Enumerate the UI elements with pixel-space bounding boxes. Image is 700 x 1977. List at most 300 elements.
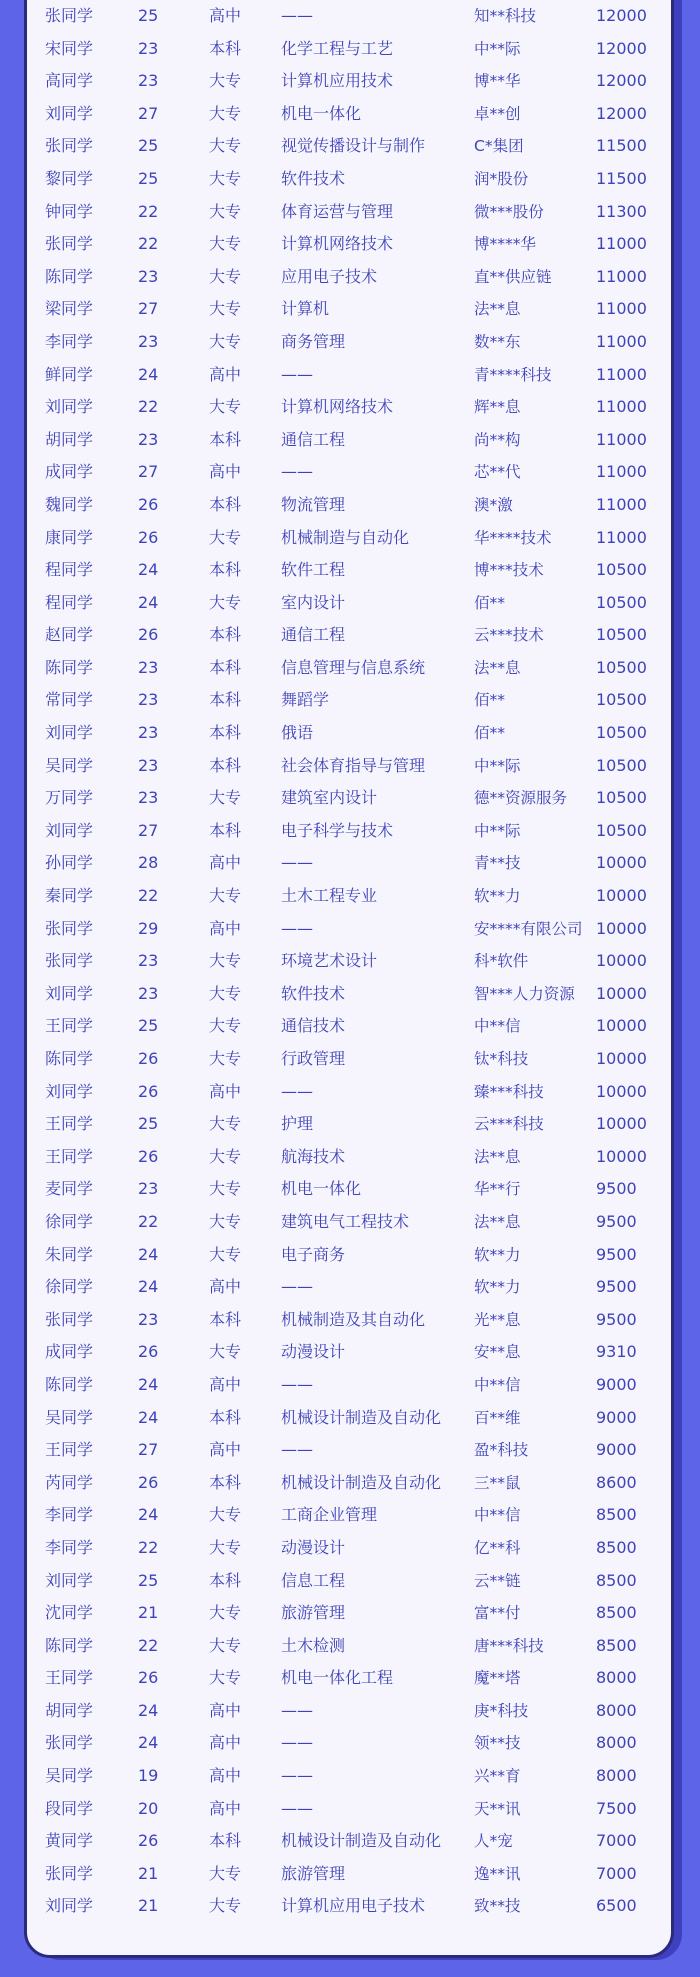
company-cell: C*集团 xyxy=(474,137,524,156)
education-cell: 本科 xyxy=(209,625,242,645)
major-cell: 计算机网络技术 xyxy=(281,397,394,417)
table-row xyxy=(0,1434,700,1467)
company-cell: 钛*科技 xyxy=(474,1050,529,1068)
salary-cell: 10000 xyxy=(596,853,647,873)
salary-cell: 11000 xyxy=(596,397,647,417)
company-cell: 尚**构 xyxy=(474,430,521,449)
salary-cell: 8000 xyxy=(596,1733,637,1753)
salary-cell: 9500 xyxy=(596,1277,637,1297)
salary-cell: 8000 xyxy=(596,1766,637,1786)
table-row xyxy=(0,261,700,294)
major-cell: 土木检测 xyxy=(281,1635,346,1655)
education-cell: 大专 xyxy=(209,168,242,188)
major-cell: —— xyxy=(281,1374,313,1394)
salary-cell: 8600 xyxy=(596,1472,637,1492)
education-cell: 大专 xyxy=(209,397,242,417)
age-cell: 23 xyxy=(138,755,159,775)
salary-cell: 7500 xyxy=(596,1798,637,1818)
education-cell: 高中 xyxy=(209,1700,242,1720)
major-cell: —— xyxy=(281,1766,313,1786)
education-cell: 高中 xyxy=(209,462,242,482)
education-cell: 本科 xyxy=(209,657,242,677)
education-cell: 高中 xyxy=(209,1733,242,1753)
table-row xyxy=(0,1727,700,1760)
major-cell: 软件技术 xyxy=(281,168,346,188)
age-cell: 24 xyxy=(138,364,159,384)
name-cell: 胡同学 xyxy=(45,429,94,449)
education-cell: 本科 xyxy=(209,723,242,743)
name-cell: 黄同学 xyxy=(45,1831,94,1851)
education-cell: 大专 xyxy=(209,71,242,91)
age-cell: 20 xyxy=(138,1798,159,1818)
table-row xyxy=(0,1108,700,1141)
table-row xyxy=(0,880,700,913)
education-cell: 大专 xyxy=(209,331,242,351)
company-cell: 领**技 xyxy=(474,1734,521,1753)
salary-cell: 11500 xyxy=(596,136,647,156)
company-cell: 软**力 xyxy=(474,1278,521,1297)
major-cell: —— xyxy=(281,6,313,25)
name-cell: 张同学 xyxy=(45,234,94,254)
major-cell: 物流管理 xyxy=(281,494,346,514)
name-cell: 陈同学 xyxy=(45,1635,94,1655)
salary-cell: 10500 xyxy=(596,723,647,743)
name-cell: 王同学 xyxy=(45,1016,94,1036)
major-cell: 计算机 xyxy=(281,299,330,319)
education-cell: 高中 xyxy=(209,1798,242,1818)
name-cell: 万同学 xyxy=(45,788,94,808)
education-cell: 大专 xyxy=(209,1342,242,1362)
age-cell: 23 xyxy=(138,429,159,449)
education-cell: 大专 xyxy=(209,1244,242,1264)
table-row xyxy=(0,717,700,750)
major-cell: 航海技术 xyxy=(281,1146,346,1166)
table-row xyxy=(0,1565,700,1598)
education-cell: 大专 xyxy=(209,1668,242,1688)
age-cell: 22 xyxy=(138,234,159,254)
major-cell: 机械制造及其自动化 xyxy=(281,1309,426,1329)
table-row xyxy=(0,1369,700,1402)
major-cell: 建筑电气工程技术 xyxy=(281,1211,410,1231)
table-row xyxy=(0,359,700,392)
age-cell: 23 xyxy=(138,331,159,351)
education-cell: 大专 xyxy=(209,886,242,906)
company-cell: 博****华 xyxy=(474,235,537,254)
education-cell: 大专 xyxy=(209,1603,242,1623)
company-cell: 华**行 xyxy=(474,1180,521,1199)
table-row xyxy=(0,554,700,587)
name-cell: 高同学 xyxy=(45,71,94,91)
age-cell: 24 xyxy=(138,1700,159,1720)
age-cell: 25 xyxy=(138,1114,159,1134)
name-cell: 陈同学 xyxy=(45,1049,94,1068)
salary-cell: 11000 xyxy=(596,462,647,482)
major-cell: —— xyxy=(281,1081,313,1101)
company-cell: 光**息 xyxy=(474,1310,521,1329)
major-cell: 软件工程 xyxy=(281,560,346,580)
name-cell: 张同学 xyxy=(45,1863,94,1883)
name-cell: 鲜同学 xyxy=(45,364,94,384)
salary-cell: 8500 xyxy=(596,1505,637,1525)
major-cell: 应用电子技术 xyxy=(281,266,378,286)
salary-cell: 12000 xyxy=(596,6,647,25)
name-cell: 陈同学 xyxy=(45,657,94,677)
salary-cell: 11000 xyxy=(596,494,647,514)
name-cell: 吴同学 xyxy=(45,1407,94,1427)
table-row xyxy=(0,0,700,33)
salary-cell: 10500 xyxy=(596,657,647,677)
company-cell: 软**力 xyxy=(474,1245,521,1264)
major-cell: 俄语 xyxy=(281,723,314,743)
name-cell: 宋同学 xyxy=(45,38,94,58)
company-cell: 微***股份 xyxy=(474,202,544,221)
major-cell: 电子科学与技术 xyxy=(281,820,394,840)
name-cell: 赵同学 xyxy=(45,625,94,645)
education-cell: 高中 xyxy=(209,364,242,384)
age-cell: 23 xyxy=(138,657,159,677)
age-cell: 23 xyxy=(138,983,159,1003)
company-cell: 逸**讯 xyxy=(474,1864,521,1883)
age-cell: 26 xyxy=(138,1146,159,1166)
age-cell: 25 xyxy=(138,1570,159,1590)
major-cell: 通信工程 xyxy=(281,429,346,449)
education-cell: 大专 xyxy=(209,1537,242,1557)
company-cell: 佰** xyxy=(474,724,506,743)
table-row xyxy=(0,1890,700,1923)
company-cell: 安**息 xyxy=(474,1343,521,1362)
company-cell: 法**息 xyxy=(474,300,521,319)
education-cell: 大专 xyxy=(209,1016,242,1036)
major-cell: 通信技术 xyxy=(281,1016,346,1036)
education-cell: 本科 xyxy=(209,1831,242,1851)
name-cell: 胡同学 xyxy=(45,1700,94,1720)
table-row xyxy=(0,1597,700,1630)
age-cell: 29 xyxy=(138,918,159,938)
name-cell: 陈同学 xyxy=(45,266,94,286)
age-cell: 24 xyxy=(138,1407,159,1427)
table-row xyxy=(0,1662,700,1695)
name-cell: 张同学 xyxy=(45,1309,94,1329)
table-row xyxy=(0,815,700,848)
name-cell: 麦同学 xyxy=(45,1179,94,1199)
table-row xyxy=(0,293,700,326)
age-cell: 28 xyxy=(138,853,159,873)
table-row xyxy=(0,1336,700,1369)
table-row xyxy=(0,913,700,946)
table-row xyxy=(0,196,700,229)
salary-cell: 11000 xyxy=(596,331,647,351)
age-cell: 23 xyxy=(138,1309,159,1329)
table-row xyxy=(0,782,700,815)
age-cell: 26 xyxy=(138,1668,159,1688)
major-cell: 护理 xyxy=(281,1114,314,1134)
table-row xyxy=(0,1043,700,1076)
company-cell: 法**息 xyxy=(474,1212,521,1231)
company-cell: 中**信 xyxy=(474,1375,521,1394)
age-cell: 26 xyxy=(138,1342,159,1362)
major-cell: 土木工程专业 xyxy=(281,886,378,906)
age-cell: 25 xyxy=(138,6,159,25)
salary-cell: 8000 xyxy=(596,1700,637,1720)
table-row xyxy=(0,163,700,196)
major-cell: 商务管理 xyxy=(281,331,346,351)
name-cell: 吴同学 xyxy=(45,755,94,775)
salary-cell: 9500 xyxy=(596,1179,637,1199)
education-cell: 高中 xyxy=(209,1081,242,1101)
age-cell: 24 xyxy=(138,592,159,612)
table-row xyxy=(0,1076,700,1109)
age-cell: 19 xyxy=(138,1766,159,1786)
salary-cell: 9500 xyxy=(596,1211,637,1231)
name-cell: 张同学 xyxy=(45,918,94,938)
salary-cell: 10500 xyxy=(596,690,647,710)
table-row xyxy=(0,1467,700,1500)
major-cell: 视觉传播设计与制作 xyxy=(281,136,426,156)
salary-cell: 9310 xyxy=(596,1342,637,1362)
company-cell: 魔**塔 xyxy=(474,1669,521,1688)
name-cell: 张同学 xyxy=(45,136,94,156)
major-cell: —— xyxy=(281,364,313,384)
table-row xyxy=(0,1239,700,1272)
age-cell: 26 xyxy=(138,625,159,645)
age-cell: 22 xyxy=(138,397,159,417)
company-cell: 致**技 xyxy=(474,1897,521,1916)
company-cell: 云**链 xyxy=(474,1571,521,1590)
education-cell: 高中 xyxy=(209,6,242,25)
age-cell: 22 xyxy=(138,1211,159,1231)
major-cell: 建筑室内设计 xyxy=(281,788,378,808)
age-cell: 26 xyxy=(138,494,159,514)
name-cell: 张同学 xyxy=(45,951,94,971)
major-cell: 机械制造与自动化 xyxy=(281,527,410,547)
table-row xyxy=(0,98,700,131)
major-cell: 计算机网络技术 xyxy=(281,234,394,254)
company-cell: 三**鼠 xyxy=(474,1473,521,1492)
company-cell: 科*软件 xyxy=(474,952,529,971)
name-cell: 朱同学 xyxy=(45,1244,94,1264)
education-cell: 本科 xyxy=(209,1472,242,1492)
age-cell: 24 xyxy=(138,1733,159,1753)
name-cell: 芮同学 xyxy=(45,1472,94,1492)
salary-cell: 10000 xyxy=(596,1016,647,1036)
education-cell: 大专 xyxy=(209,1114,242,1134)
education-cell: 本科 xyxy=(209,755,242,775)
company-cell: 数**东 xyxy=(474,332,521,351)
company-cell: 芯**代 xyxy=(474,463,521,482)
education-cell: 大专 xyxy=(209,592,242,612)
table-row xyxy=(0,1304,700,1337)
education-cell: 大专 xyxy=(209,136,242,156)
age-cell: 22 xyxy=(138,886,159,906)
major-cell: 旅游管理 xyxy=(281,1863,346,1883)
major-cell: —— xyxy=(281,918,313,938)
name-cell: 王同学 xyxy=(45,1146,94,1166)
company-cell: 中**际 xyxy=(474,821,521,840)
company-cell: 中**信 xyxy=(474,1017,521,1036)
age-cell: 23 xyxy=(138,690,159,710)
company-cell: 臻***科技 xyxy=(474,1082,544,1101)
name-cell: 刘同学 xyxy=(45,1570,94,1590)
name-cell: 沈同学 xyxy=(45,1603,94,1623)
table-row xyxy=(0,326,700,359)
name-cell: 李同学 xyxy=(45,331,94,351)
major-cell: 信息工程 xyxy=(281,1570,346,1590)
education-cell: 大专 xyxy=(209,1179,242,1199)
major-cell: 计算机应用电子技术 xyxy=(281,1896,426,1916)
name-cell: 刘同学 xyxy=(45,983,94,1003)
major-cell: 社会体育指导与管理 xyxy=(281,755,426,775)
major-cell: 电子商务 xyxy=(281,1244,346,1264)
table-row xyxy=(0,1173,700,1206)
major-cell: —— xyxy=(281,1733,313,1753)
education-cell: 本科 xyxy=(209,560,242,580)
education-cell: 本科 xyxy=(209,1407,242,1427)
salary-cell: 11300 xyxy=(596,201,647,221)
age-cell: 21 xyxy=(138,1603,159,1623)
name-cell: 魏同学 xyxy=(45,494,94,514)
table-row xyxy=(0,945,700,978)
salary-cell: 12000 xyxy=(596,38,647,58)
table-row xyxy=(0,1630,700,1663)
table-row xyxy=(0,684,700,717)
table-row xyxy=(0,1695,700,1728)
education-cell: 大专 xyxy=(209,234,242,254)
name-cell: 康同学 xyxy=(45,527,94,547)
company-cell: 辉**息 xyxy=(474,398,521,417)
age-cell: 23 xyxy=(138,951,159,971)
salary-cell: 10000 xyxy=(596,1049,647,1068)
table-row xyxy=(0,391,700,424)
age-cell: 23 xyxy=(138,71,159,91)
table-row xyxy=(0,1499,700,1532)
name-cell: 刘同学 xyxy=(45,397,94,417)
table-row xyxy=(0,978,700,1011)
table-row xyxy=(0,847,700,880)
salary-cell: 7000 xyxy=(596,1831,637,1851)
age-cell: 21 xyxy=(138,1863,159,1883)
salary-cell: 10000 xyxy=(596,918,647,938)
salary-cell: 10000 xyxy=(596,1114,647,1134)
salary-cell: 10500 xyxy=(596,592,647,612)
salary-cell: 9000 xyxy=(596,1407,637,1427)
name-cell: 常同学 xyxy=(45,690,94,710)
table-row xyxy=(0,456,700,489)
salary-cell: 11000 xyxy=(596,266,647,286)
major-cell: 机电一体化工程 xyxy=(281,1668,394,1688)
age-cell: 26 xyxy=(138,1831,159,1851)
company-cell: 澳*激 xyxy=(474,495,513,514)
age-cell: 23 xyxy=(138,723,159,743)
education-cell: 高中 xyxy=(209,1766,242,1786)
major-cell: 动漫设计 xyxy=(281,1537,346,1557)
company-cell: 亿**科 xyxy=(474,1538,521,1557)
major-cell: 机械设计制造及自动化 xyxy=(281,1472,442,1492)
education-cell: 高中 xyxy=(209,1277,242,1297)
table-row xyxy=(0,750,700,783)
company-cell: 智***人力资源 xyxy=(474,984,575,1003)
name-cell: 刘同学 xyxy=(45,1896,94,1916)
salary-cell: 11500 xyxy=(596,168,647,188)
company-cell: 云***技术 xyxy=(474,626,544,645)
age-cell: 24 xyxy=(138,1505,159,1525)
salary-cell: 11000 xyxy=(596,429,647,449)
age-cell: 23 xyxy=(138,788,159,808)
company-cell: 青**技 xyxy=(474,854,521,873)
name-cell: 陈同学 xyxy=(45,1374,94,1394)
education-cell: 高中 xyxy=(209,1374,242,1394)
company-cell: 庚*科技 xyxy=(474,1701,529,1720)
salary-cell: 11000 xyxy=(596,364,647,384)
company-cell: 润*股份 xyxy=(474,169,529,188)
name-cell: 王同学 xyxy=(45,1114,94,1134)
salary-cell: 12000 xyxy=(596,103,647,123)
education-cell: 本科 xyxy=(209,690,242,710)
company-cell: 知**科技 xyxy=(474,7,537,25)
name-cell: 吴同学 xyxy=(45,1766,94,1786)
salary-cell: 8000 xyxy=(596,1668,637,1688)
salary-cell: 9500 xyxy=(596,1244,637,1264)
table-row xyxy=(0,1793,700,1826)
education-cell: 大专 xyxy=(209,1505,242,1525)
education-cell: 大专 xyxy=(209,983,242,1003)
major-cell: 动漫设计 xyxy=(281,1342,346,1362)
salary-cell: 10000 xyxy=(596,1081,647,1101)
company-cell: 唐***科技 xyxy=(474,1636,544,1655)
education-cell: 大专 xyxy=(209,103,242,123)
education-cell: 大专 xyxy=(209,266,242,286)
salary-cell: 8500 xyxy=(596,1603,637,1623)
table-row xyxy=(0,33,700,66)
company-cell: 中**际 xyxy=(474,756,521,775)
name-cell: 李同学 xyxy=(45,1505,94,1525)
education-cell: 大专 xyxy=(209,1211,242,1231)
company-cell: 法**息 xyxy=(474,658,521,677)
company-cell: 安****有限公司 xyxy=(474,919,583,938)
company-cell: 直**供应链 xyxy=(474,267,552,286)
education-cell: 大专 xyxy=(209,1863,242,1883)
table-row xyxy=(0,1760,700,1793)
salary-cell: 9000 xyxy=(596,1374,637,1394)
name-cell: 徐同学 xyxy=(45,1211,94,1231)
company-cell: 中**信 xyxy=(474,1506,521,1525)
company-cell: 软**力 xyxy=(474,887,521,906)
age-cell: 24 xyxy=(138,1374,159,1394)
education-cell: 本科 xyxy=(209,820,242,840)
major-cell: —— xyxy=(281,1440,313,1460)
education-cell: 本科 xyxy=(209,1309,242,1329)
name-cell: 程同学 xyxy=(45,592,94,612)
salary-cell: 10500 xyxy=(596,625,647,645)
salary-cell: 8500 xyxy=(596,1635,637,1655)
age-cell: 27 xyxy=(138,1440,159,1460)
table-row xyxy=(0,1010,700,1043)
salary-cell: 9500 xyxy=(596,1309,637,1329)
company-cell: 青****科技 xyxy=(474,365,552,384)
table-row xyxy=(0,1532,700,1565)
company-cell: 盈*科技 xyxy=(474,1441,529,1460)
salary-cell: 9000 xyxy=(596,1440,637,1460)
company-cell: 人*宠 xyxy=(474,1832,513,1851)
major-cell: 旅游管理 xyxy=(281,1603,346,1623)
name-cell: 王同学 xyxy=(45,1668,94,1688)
salary-cell: 11000 xyxy=(596,299,647,319)
major-cell: 机械设计制造及自动化 xyxy=(281,1407,442,1427)
name-cell: 黎同学 xyxy=(45,168,94,188)
name-cell: 段同学 xyxy=(45,1798,94,1818)
age-cell: 24 xyxy=(138,1277,159,1297)
name-cell: 刘同学 xyxy=(45,103,94,123)
salary-cell: 12000 xyxy=(596,71,647,91)
